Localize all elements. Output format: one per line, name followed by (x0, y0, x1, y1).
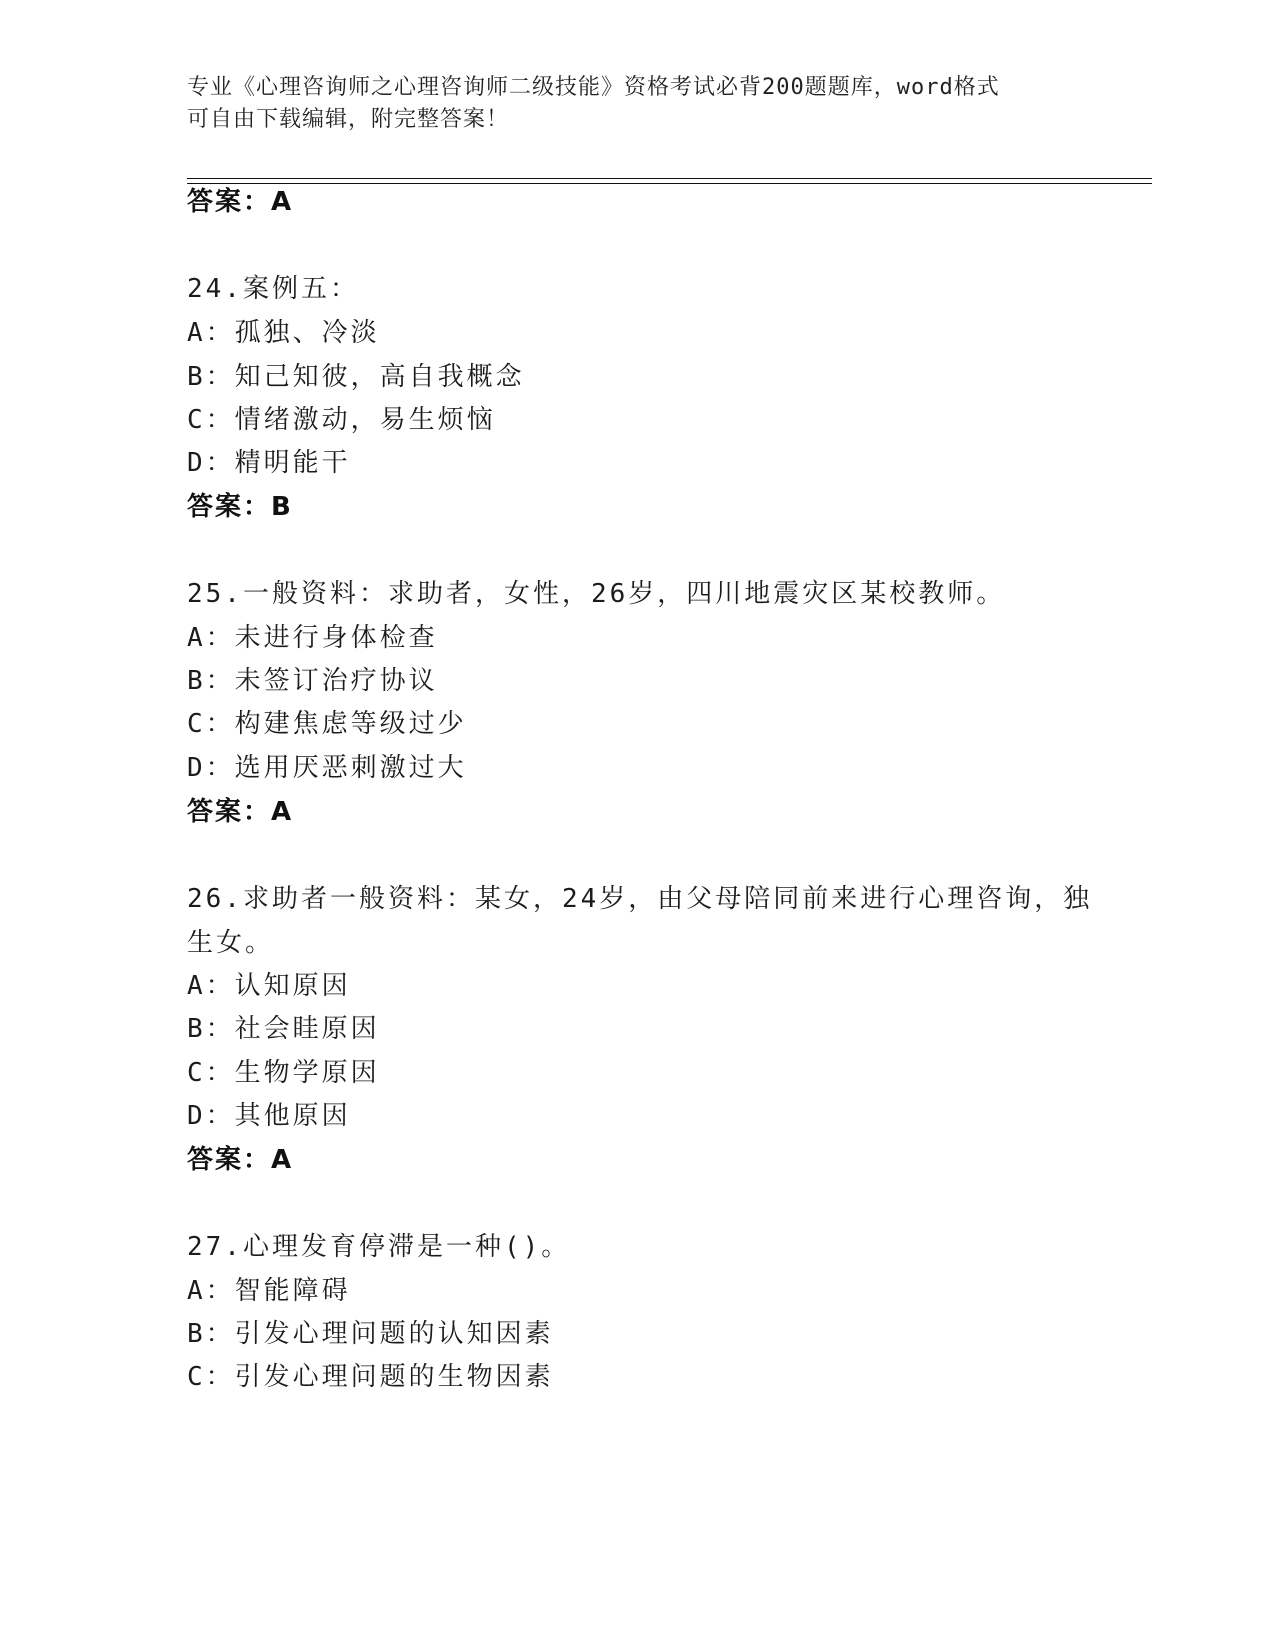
question-stem-25: 25.一般资料：求助者，女性，26岁，四川地震灾区某校教师。 (187, 579, 1006, 609)
option-a: A：认知原因 (187, 971, 351, 1001)
question-stem-27: 27.心理发育停滞是一种()。 (187, 1232, 571, 1262)
option-c: C：生物学原因 (187, 1058, 380, 1088)
question-stem-26: 26.求助者一般资料：某女，24岁，由父母陪同前来进行心理咨询，独 (187, 884, 1093, 914)
header-divider-top (187, 178, 1152, 179)
option-d: D：其他原因 (187, 1101, 351, 1131)
question-stem-24: 24.案例五： (187, 274, 359, 304)
header-line-1: 专业《心理咨询师之心理咨询师二级技能》资格考试必背200题题库，word格式 (187, 75, 1000, 100)
option-d: D：选用厌恶刺激过大 (187, 753, 467, 783)
option-c: C：构建焦虑等级过少 (187, 709, 467, 739)
answer-text: 答案：A (187, 187, 294, 217)
option-d: D：精明能干 (187, 448, 351, 478)
header-divider-bottom (187, 183, 1152, 184)
answer-text: 答案：B (187, 492, 293, 522)
answer-text: 答案：A (187, 1145, 294, 1175)
option-c: C：引发心理问题的生物因素 (187, 1362, 554, 1392)
option-a: A：未进行身体检查 (187, 623, 438, 653)
option-b: B：社会眭原因 (187, 1014, 380, 1044)
option-a: A：智能障碍 (187, 1276, 351, 1306)
option-b: B：知己知彼，高自我概念 (187, 362, 525, 392)
option-a: A：孤独、冷淡 (187, 318, 380, 348)
header-line-2: 可自由下载编辑，附完整答案！ (187, 107, 510, 132)
option-c: C：情绪激动，易生烦恼 (187, 405, 496, 435)
option-b: B：未签订治疗协议 (187, 666, 438, 696)
question-stem-26-continued: 生女。 (187, 928, 275, 958)
answer-text: 答案：A (187, 797, 294, 827)
option-b: B：引发心理问题的认知因素 (187, 1319, 554, 1349)
document-header (187, 72, 1087, 136)
